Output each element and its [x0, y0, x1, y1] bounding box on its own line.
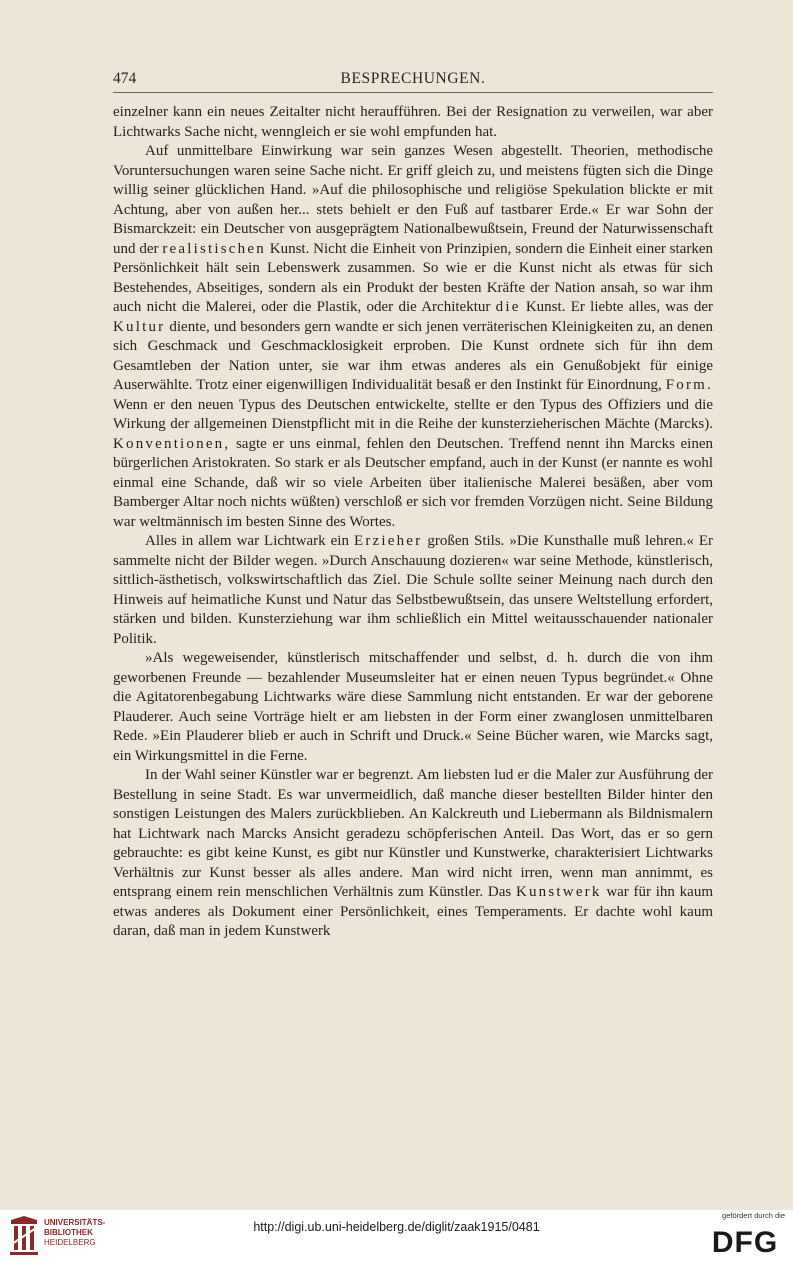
- text-run: Kunst. Er liebte alles, was der: [520, 299, 714, 315]
- spaced-emphasis: die: [495, 299, 521, 315]
- spaced-emphasis: Kultur: [113, 318, 166, 335]
- spaced-emphasis: Erzieher: [353, 533, 423, 549]
- body-text: [113, 103, 713, 942]
- permalink-url[interactable]: http://digi.ub.uni-heidelberg.de/diglit/zaak1915/0481: [253, 1220, 540, 1234]
- footer-bar: [0, 1210, 793, 1262]
- text-run: »Als wegeweisender, künstlerisch mitschaffender und selbst, d. h. durch die von ihm geworbenen Freunde — bezahlender Museumsleiter hat er einen neuen Typus begründet.« Ohne die Agitatorenbegabung Lichtwarks wäre diese Sammlung nicht entstanden. Er war der geborene Plauderer. Auch seine Vorträge hielt er am liebsten in der Form einer zwanglosen unmittelbaren Rede. »Ein Plauderer blieb er auch in Schrift und Druck.« Seine Bücher waren, wie Marcks sagt, ein Wirkungsmittel in die Ferne.: [113, 650, 713, 764]
- dfg-logo-text: DFG: [711, 1226, 779, 1256]
- text-run: war für ihn kaum etwas anderes als Dokument einer Persönlichkeit, eines Temperaments. Er dachte wohl kaum daran, daß man in jedem Kunstwerk: [113, 884, 713, 939]
- text-run: einzelner kann ein neues Zeitalter nicht heraufführen. Bei der Resignation zu verweilen, war aber Lichtwarks Sache nicht, wenngleich er sie wohl empfunden hat.: [113, 104, 713, 140]
- funding-label: gefördert durch die: [722, 1211, 785, 1220]
- paragraph: [113, 142, 713, 532]
- spaced-emphasis: realistischen: [162, 240, 266, 257]
- page-number: 474: [113, 70, 137, 87]
- dfg-logo-icon[interactable]: [706, 1224, 784, 1256]
- spaced-emphasis: Kunstwerk: [515, 884, 602, 900]
- paragraph: [113, 532, 713, 649]
- library-line-2: BIBLIOTHEK: [44, 1228, 93, 1237]
- running-head: BESPRECHUNGEN.: [340, 70, 486, 87]
- paragraph: [113, 766, 713, 942]
- paragraph: [113, 649, 713, 766]
- header-rule: [113, 92, 713, 93]
- library-line-3: HEIDELBERG: [44, 1238, 96, 1247]
- text-run: Kunst. Nicht die Einheit von Prinzipien, sondern die Einheit einer starken Persönlichkeit hält sein Lebenswerk zusammen. So wie er die Kunst nicht als etwas für sich Bestehendes, Abseitiges, sondern als ein Produkt der besten Kräfte der Nation ansah, so war ihm auch nicht die Malerei, oder die Plastik, oder die Architektur: [113, 240, 713, 315]
- text-run: großen Stils. »Die Kunsthalle muß lehren.« Er sammelte nicht der Bilder wegen. »Durch Anschauung dozieren« war seine Methode, künstlerisch, sittlich-ästhetisch, volkswirtschaftlich das Ziel. Die Schule sollte seiner Meinung nach durch den Hinweis auf heimatliche Kunst und Natur das Selbstbewußtsein, das unsere Weltstellung erfordert, stärken und bilden. Kunsterziehung war ihm schließlich ein Mittel weitausschauender nationaler Politik.: [113, 533, 713, 647]
- text-run: diente, und besonders gern wandte er sich jenen verräterischen Kleinigkeiten zu, an denen sich Geschmack und Geschmacklosigkeit erproben. Die Kunst ordnete sich für ihn dem Gesamtleben der Nation unter, sie war ihm etwas anderes als ein Genußobjekt für einige Auserwählte. Trotz einer eigenwilligen Individualität besaß er den Instinkt für Einordnung,: [113, 318, 713, 393]
- text-run: Wenn er den neuen Typus des Deutschen entwickelte, stellte er den Typus des Offiziers und die Wirkung der allgemeinen Dienstpflicht mit in die Reihe der kunsterzieherischen Mächte (Marcks).: [113, 396, 713, 432]
- text-run: Alles in allem war Lichtwark ein: [145, 533, 354, 549]
- text-run: Auf unmittelbare Einwirkung war sein ganzes Wesen abgestellt. Theorien, methodische Voruntersuchungen waren seine Sache nicht. Er griff gleich zu, und meistens fügten sich die Dinge willig seiner glücklichen Hand. »Auf die philosophische und religiöse Spekulation blickte er mit Achtung, aber von außen her... stets behielt er den Fuß auf tastbarer Erde.« Er war Sohn der Bismarckzeit: ein Deutscher von ausgeprägtem Nationalbewußtsein, Freund der Naturwissenschaft und der: [113, 143, 713, 257]
- spaced-emphasis: Konventionen,: [113, 435, 231, 452]
- text-run: In der Wahl seiner Künstler war er begrenzt. Am liebsten lud er die Maler zur Ausführung der Bestellung in seine Stadt. Es war unvermeidlich, daß manche dieser bestellten Bilder hinter den sonstigen Leistungen des Malers zurückblieben. An Kalckreuth und Liebermann als Bildnismalern hat Lichtwark nach Marcks Ansicht geradezu schöpferischen Anteil. Das Wort, das er so gern gebrauchte: es gibt keine Kunst, es gibt nur Künstler und Kunstwerke, charakterisiert Lichtwarks Verhältnis zur Kunst besser als alles andere. Man wird nicht irren, wenn man annimmt, es entsprang einem rein menschlichen Verhältnis zum Künstler. Das: [113, 767, 713, 900]
- paragraph: [113, 103, 713, 142]
- library-line-1: UNIVERSITÄTS-: [44, 1218, 106, 1227]
- spaced-emphasis: Form.: [665, 377, 713, 393]
- text-run: sagte er uns einmal, fehlen den Deutschen. Treffend nennt ihn Marcks einen bürgerlichen Aristokraten. So stark er als Deutscher empfand, auch in der Kunst (er nannte es wohl einmal eine Schande, daß wir so viele Arbeiten über italienische Malerei besäßen, aber vom Bamberger Altar noch nichts wüßten) verschloß er sich vor fremden Vorzügen nicht. Seine Bildung war weltmännisch im besten Sinne des Wortes.: [113, 435, 713, 530]
